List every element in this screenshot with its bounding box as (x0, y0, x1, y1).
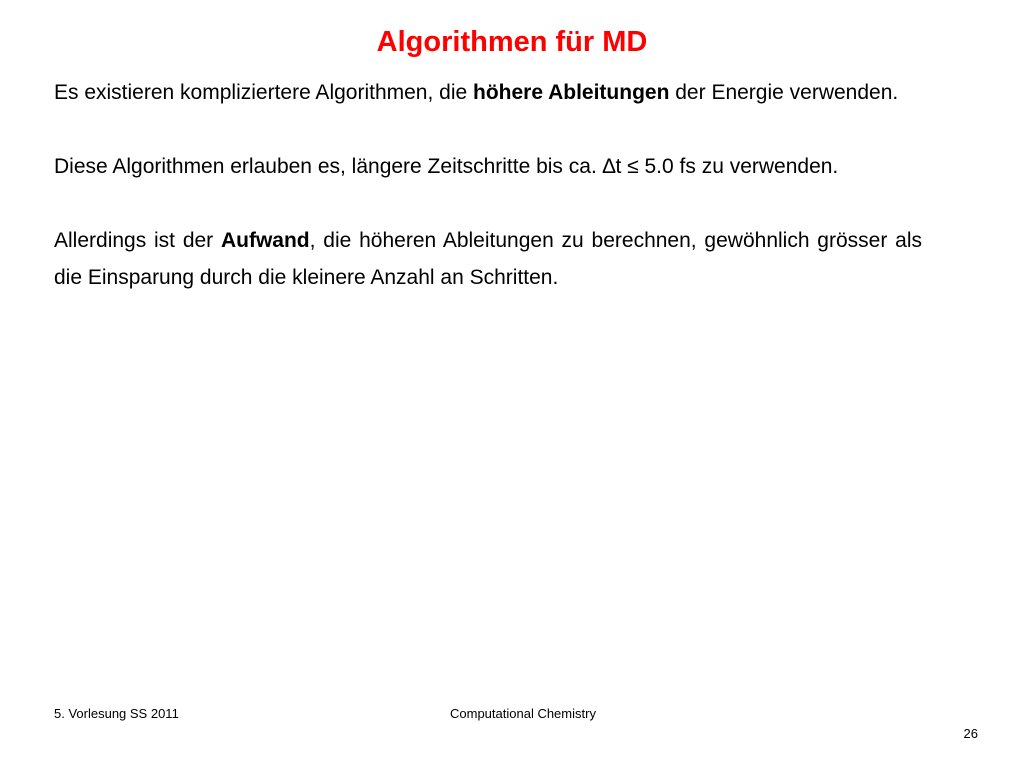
paragraph-2: Diese Algorithmen erlauben es, längere Zeitschritte bis ca. ∆t ≤ 5.0 fs zu verwenden. (54, 155, 839, 178)
paragraph-1-text-end: der Energie verwenden. (669, 81, 899, 104)
paragraph-1-emphasis: höhere Ableitungen (473, 81, 670, 104)
slide-title: Algorithmen für MD (376, 26, 648, 58)
paragraph-3-text-end: , die höheren Ableitungen zu berechnen, gewöhnlich grösser als die Einsparung durch die kleinere Anzahl an Schritten. (54, 229, 922, 289)
slide-body (54, 74, 922, 296)
footer-course-title: Computational Chemistry (450, 706, 596, 721)
footer-lecture-label: 5. Vorlesung SS 2011 (54, 706, 179, 721)
paragraph-3-emphasis: Aufwand (220, 229, 310, 252)
paragraph-1 (54, 74, 922, 111)
paragraph-3-text-start: Allerdings ist der (54, 229, 221, 252)
paragraph-3 (54, 222, 922, 296)
page-number: 26 (963, 726, 978, 741)
paragraph-1-text-start: Es existieren kompliziertere Algorithmen, die (54, 81, 474, 104)
